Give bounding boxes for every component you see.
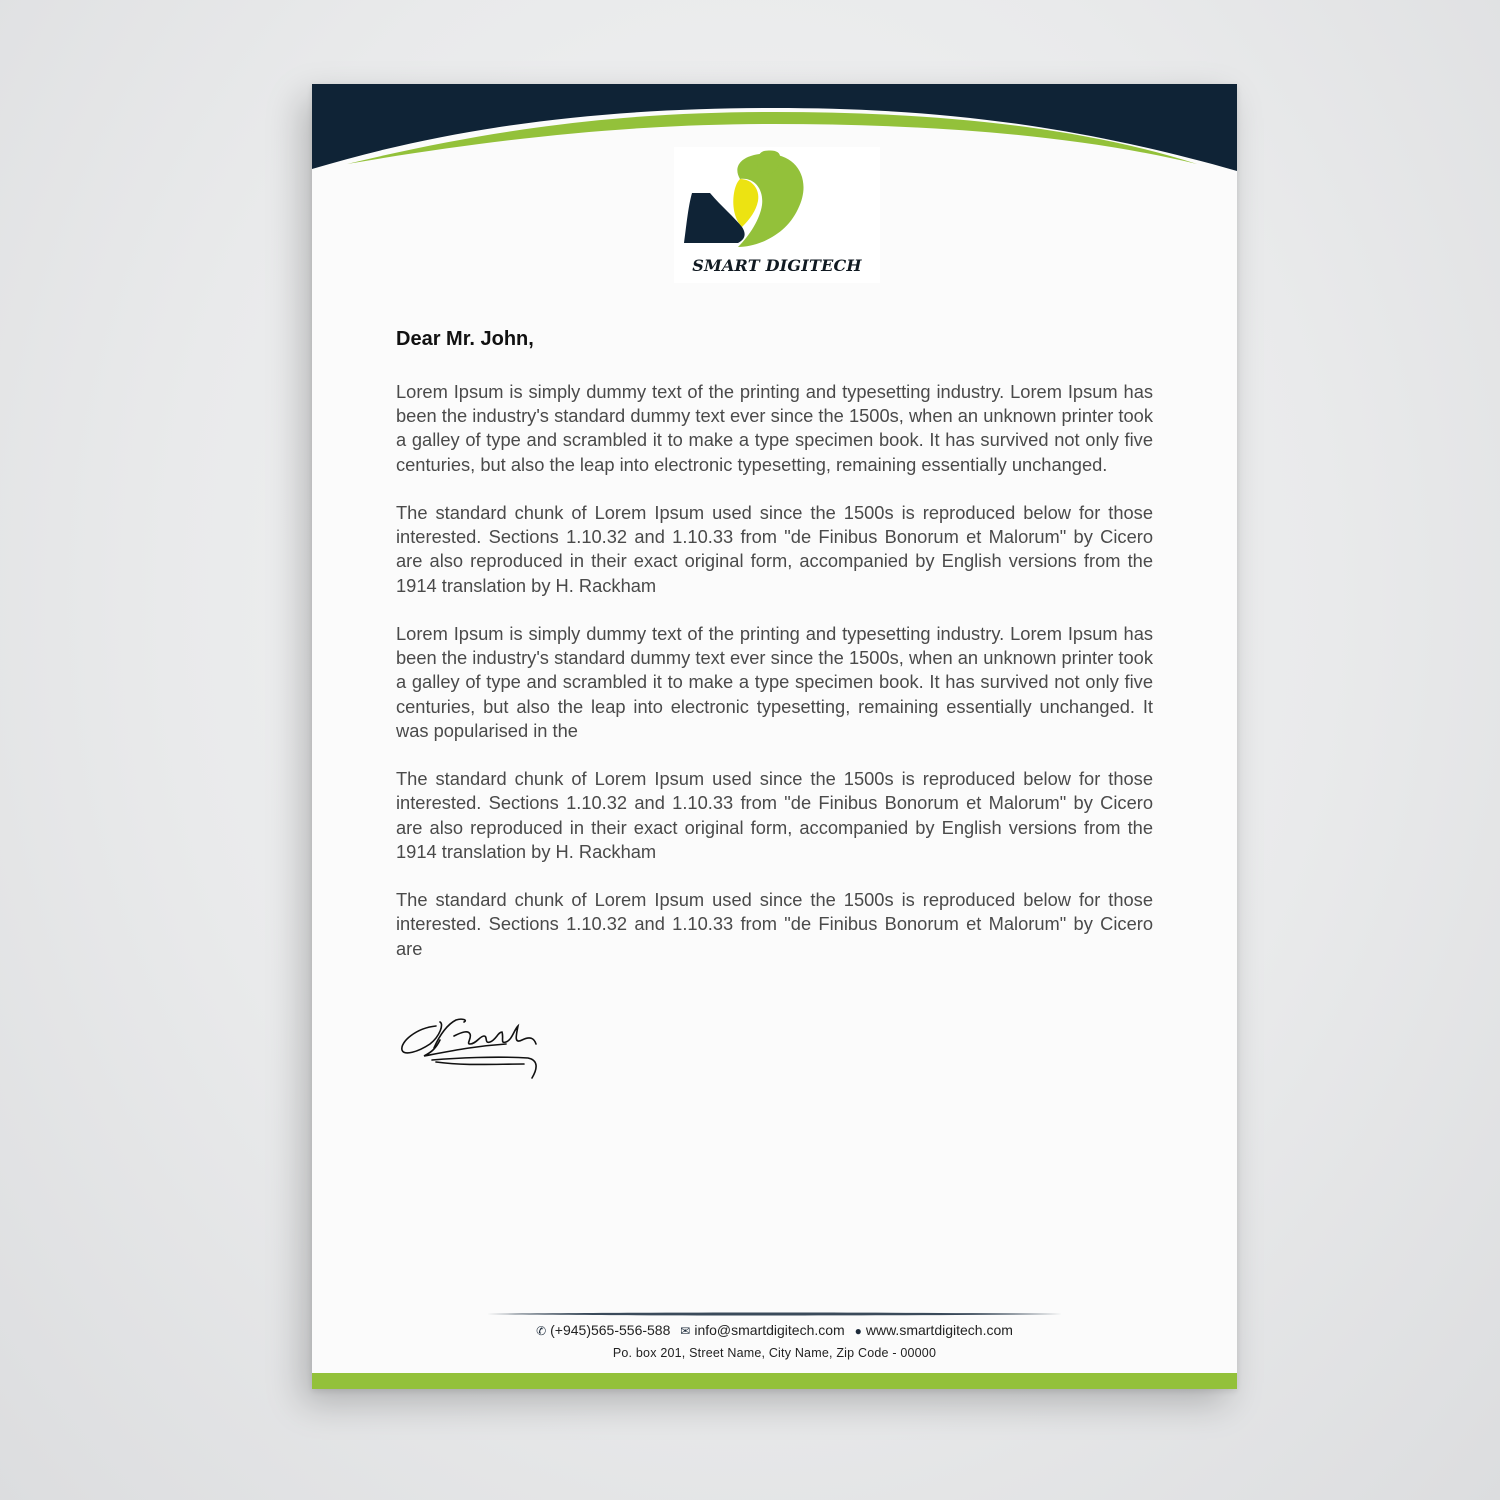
email-address: info@smartdigitech.com xyxy=(694,1322,845,1338)
paragraph: The standard chunk of Lorem Ipsum used since the 1500s is reproduced below for those interested. Sections 1.10.32 and 1.10.33 from "de Finibus Bonorum et Malorum" by Cicero are also reproduced in their exact original form, accompanied by English versions from the 1914 translation by H. Rackham xyxy=(396,768,1153,862)
mail-icon: ✉ xyxy=(680,1324,691,1338)
footer-email xyxy=(680,1322,844,1338)
paragraph: The standard chunk of Lorem Ipsum used since the 1500s is reproduced below for those interested. Sections 1.10.32 and 1.10.33 from "de Finibus Bonorum et Malorum" by Cicero are xyxy=(396,889,1153,959)
footer-phone xyxy=(536,1322,670,1338)
footer-address: Po. box 201, Street Name, City Name, Zip Code - 00000 xyxy=(612,1346,937,1360)
phone-number: (+945)565-556-588 xyxy=(550,1322,671,1338)
website-url: www.smartdigitech.com xyxy=(865,1322,1013,1338)
paragraph: The standard chunk of Lorem Ipsum used since the 1500s is reproduced below for those interested. Sections 1.10.32 and 1.10.33 from "de Finibus Bonorum et Malorum" by Cicero are also reproduced in their exact original form, accompanied by English versions from the 1914 translation by H. Rackham xyxy=(396,502,1153,596)
footer-divider xyxy=(487,1312,1062,1316)
paragraph: Lorem Ipsum is simply dummy text of the printing and typesetting industry. Lorem Ipsum has been the industry's standard dummy text ever since the 1500s, when an unknown printer took a galley of type and scrambled it to make a type specimen book. It has survived not only five centuries, but also the leap into electronic typesetting, remaining essentially unchanged. It was popularised in the xyxy=(396,623,1153,741)
footer-website xyxy=(855,1322,1013,1338)
sd-logo-mark xyxy=(674,147,880,257)
globe-icon: ● xyxy=(854,1324,862,1338)
handwritten-signature xyxy=(396,1008,546,1084)
letter-body xyxy=(396,380,1153,985)
bottom-band xyxy=(312,1373,1237,1389)
phone-icon: ✆ xyxy=(536,1324,547,1338)
company-name: SMART DIGITECH xyxy=(692,256,862,275)
footer-contacts xyxy=(312,1322,1237,1338)
company-logo xyxy=(674,147,880,283)
letterhead-page xyxy=(312,84,1237,1389)
paragraph: Lorem Ipsum is simply dummy text of the printing and typesetting industry. Lorem Ipsum has been the industry's standard dummy text ever since the 1500s, when an unknown printer took a galley of type and scrambled it to make a type specimen book. It has survived not only five centuries, but also the leap into electronic typesetting, remaining essentially unchanged. xyxy=(396,381,1153,475)
salutation: Dear Mr. John, xyxy=(396,328,534,350)
